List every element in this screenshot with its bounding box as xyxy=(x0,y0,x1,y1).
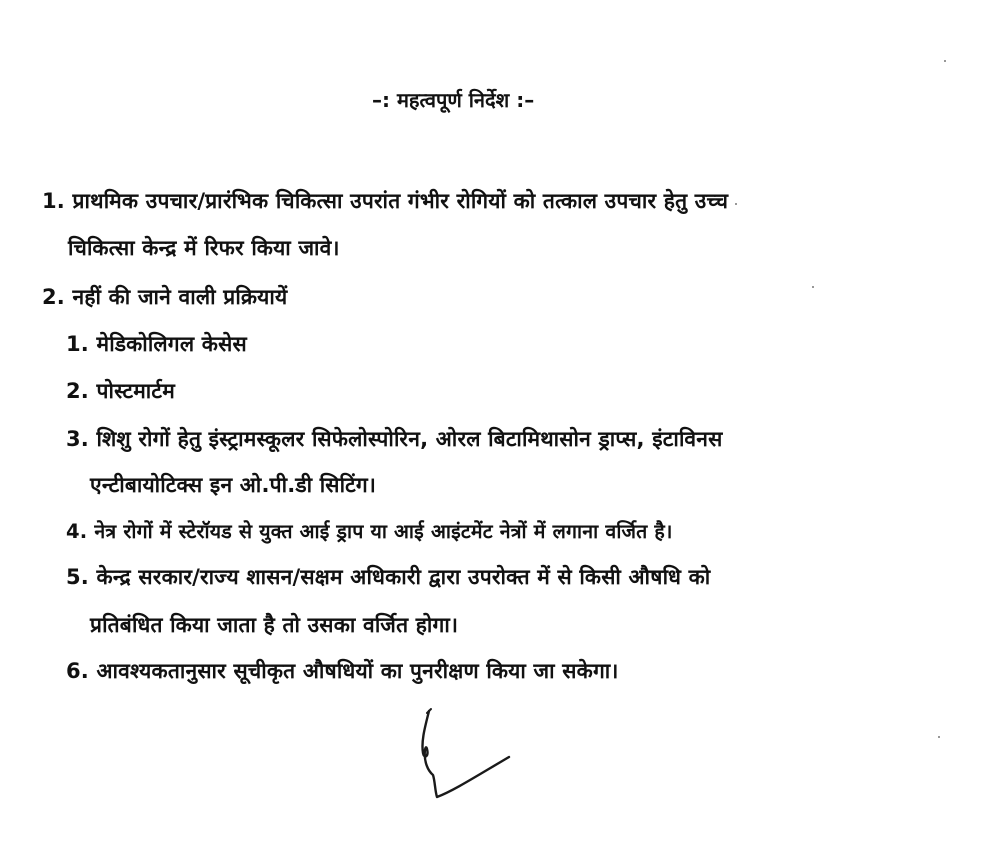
list-item-2 xyxy=(42,283,287,311)
list-item-1 xyxy=(42,187,728,215)
list-item-1-continuation xyxy=(68,234,340,262)
signature-icon xyxy=(405,705,525,815)
scan-speck xyxy=(944,60,946,62)
sub-item-3 xyxy=(66,425,723,453)
sub-item-text: मेडिकोलिगल केसेस xyxy=(96,332,247,356)
sub-item-text: एन्टीबायोटिक्स इन ओ.पी.डी सिटिंग। xyxy=(90,473,377,497)
sub-item-number: 6. xyxy=(66,659,89,683)
item-text: नहीं की जाने वाली प्रक्रियायें xyxy=(72,285,288,309)
sub-item-text: नेत्र रोगों में स्टेरॉयड से युक्त आई ड्राप या आई आइंटमेंट नेत्रों में लगाना वर्जित है। xyxy=(94,520,673,543)
page-title: –: महत्वपूर्ण निर्देश :– xyxy=(372,88,535,112)
sub-item-number: 3. xyxy=(66,427,89,451)
item-text: चिकित्सा केन्द्र में रिफर किया जावे। xyxy=(68,236,340,260)
item-number: 1. xyxy=(42,189,65,213)
sub-item-6 xyxy=(66,657,619,685)
sub-item-text: पोस्टमार्टम xyxy=(96,379,175,403)
sub-item-text: शिशु रोगों हेतु इंस्ट्रामस्कूलर सिफेलोस्पोरिन, ओरल बिटामिथासोन ड्राप्स, इंटाविनस xyxy=(96,427,723,451)
sub-item-number: 1. xyxy=(66,332,89,356)
sub-item-1 xyxy=(66,330,247,358)
sub-item-number: 2. xyxy=(66,379,89,403)
scan-speck xyxy=(812,286,814,288)
sub-item-5 xyxy=(66,563,710,591)
sub-item-text: आवश्यकतानुसार सूचीकृत औषधियों का पुनरीक्षण किया जा सकेगा। xyxy=(96,659,619,683)
sub-item-5-continuation xyxy=(90,611,458,639)
sub-item-4 xyxy=(66,517,673,544)
sub-item-text: केन्द्र सरकार/राज्य शासन/सक्षम अधिकारी द्वारा उपरोक्त में से किसी औषधि को xyxy=(96,565,711,589)
scan-speck xyxy=(735,203,737,205)
item-number: 2. xyxy=(42,285,65,309)
item-text: प्राथमिक उपचार/प्रारंभिक चिकित्सा उपरांत गंभीर रोगियों को तत्काल उपचार हेतु उच्च xyxy=(72,189,729,213)
scan-speck xyxy=(938,736,940,738)
sub-item-3-continuation xyxy=(90,471,376,499)
sub-item-text: प्रतिबंधित किया जाता है तो उसका वर्जित होगा। xyxy=(90,613,459,637)
sub-item-2 xyxy=(66,377,175,405)
sub-item-number: 4. xyxy=(66,520,88,543)
sub-item-number: 5. xyxy=(66,565,89,589)
